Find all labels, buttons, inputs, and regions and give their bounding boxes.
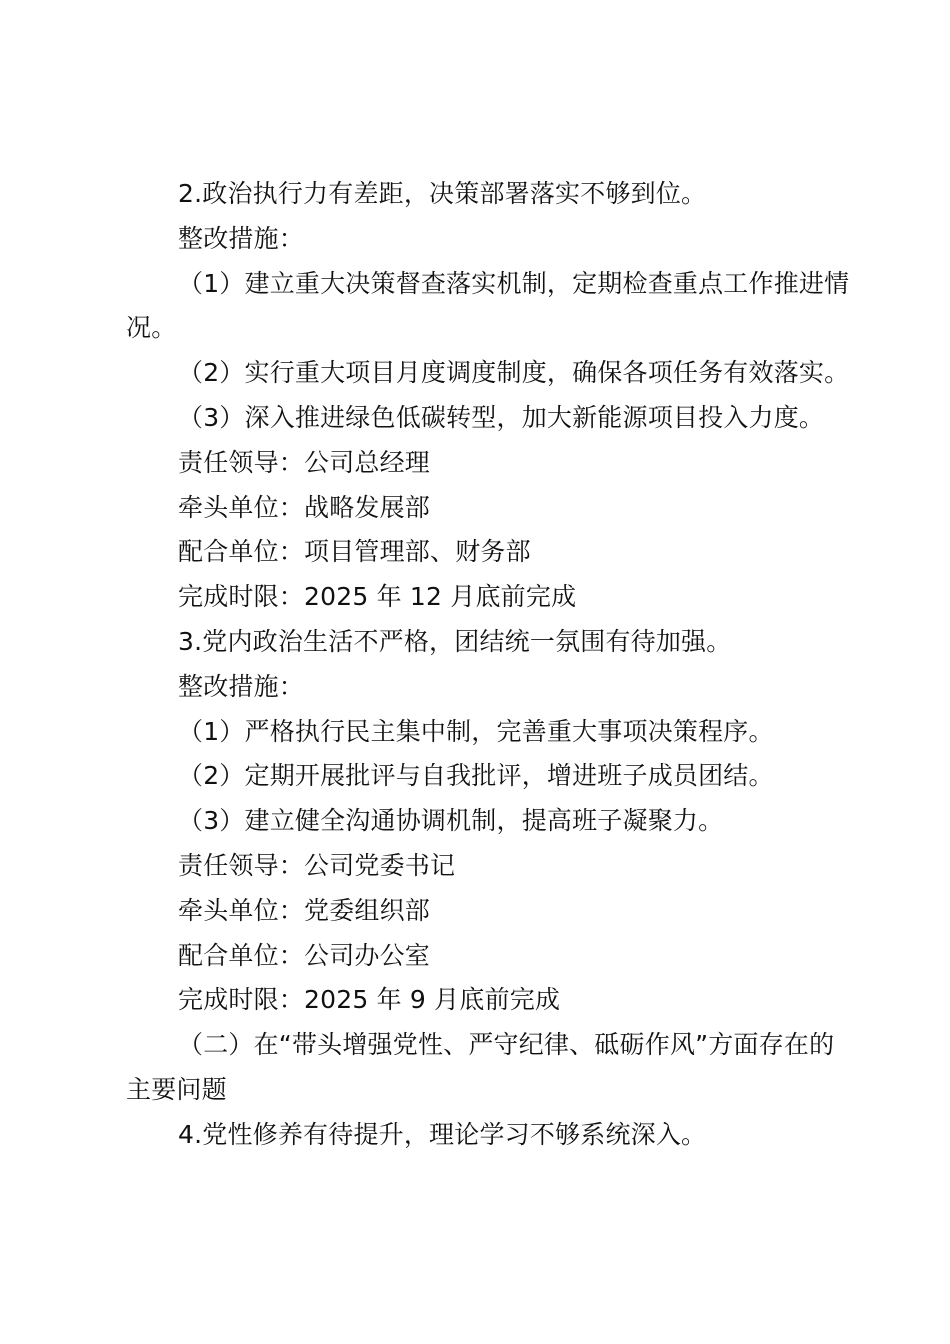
cooperating-unit: 配合单位：公司办公室: [178, 940, 431, 970]
measures-label: 整改措施：: [178, 223, 305, 253]
measures-label: 整改措施：: [178, 671, 305, 701]
lead-unit: 牵头单位：战略发展部: [178, 492, 431, 522]
measure-item: （2）实行重大项目月度调度制度，确保各项任务有效落实。: [178, 358, 850, 388]
measure-item: （2）定期开展批评与自我批评，增进班子成员团结。: [178, 761, 774, 791]
responsible-leader: 责任领导：公司党委书记: [178, 850, 456, 880]
measure-item: （1）严格执行民主集中制，完善重大事项决策程序。: [178, 716, 774, 746]
responsible-leader: 责任领导：公司总经理: [178, 447, 431, 477]
measure-item: （3）建立健全沟通协调机制，提高班子凝聚力。: [178, 806, 724, 836]
section-heading-2: （二）在“带头增强党性、严守纪律、砥砺作风”方面存在的主要问题: [126, 1030, 835, 1104]
deadline: 完成时限：2025 年 12 月底前完成: [178, 582, 577, 612]
cooperating-unit: 配合单位：项目管理部、财务部: [178, 537, 531, 567]
measure-item: （1）建立重大决策督查落实机制，定期检查重点工作推进情况。: [126, 268, 850, 343]
lead-unit: 牵头单位：党委组织部: [178, 895, 431, 925]
issue-heading-4: 4.党性修养有待提升，理论学习不够系统深入。: [178, 1119, 707, 1149]
measure-item: （3）深入推进绿色低碳转型，加大新能源项目投入力度。: [178, 402, 825, 432]
issue-heading-2: 2.政治执行力有差距，决策部署落实不够到位。: [178, 179, 707, 208]
issue-heading-3: 3.党内政治生活不严格，团结统一氛围有待加强。: [178, 626, 732, 656]
deadline: 完成时限：2025 年 9 月底前完成: [178, 985, 561, 1015]
document-body: [126, 172, 856, 1158]
